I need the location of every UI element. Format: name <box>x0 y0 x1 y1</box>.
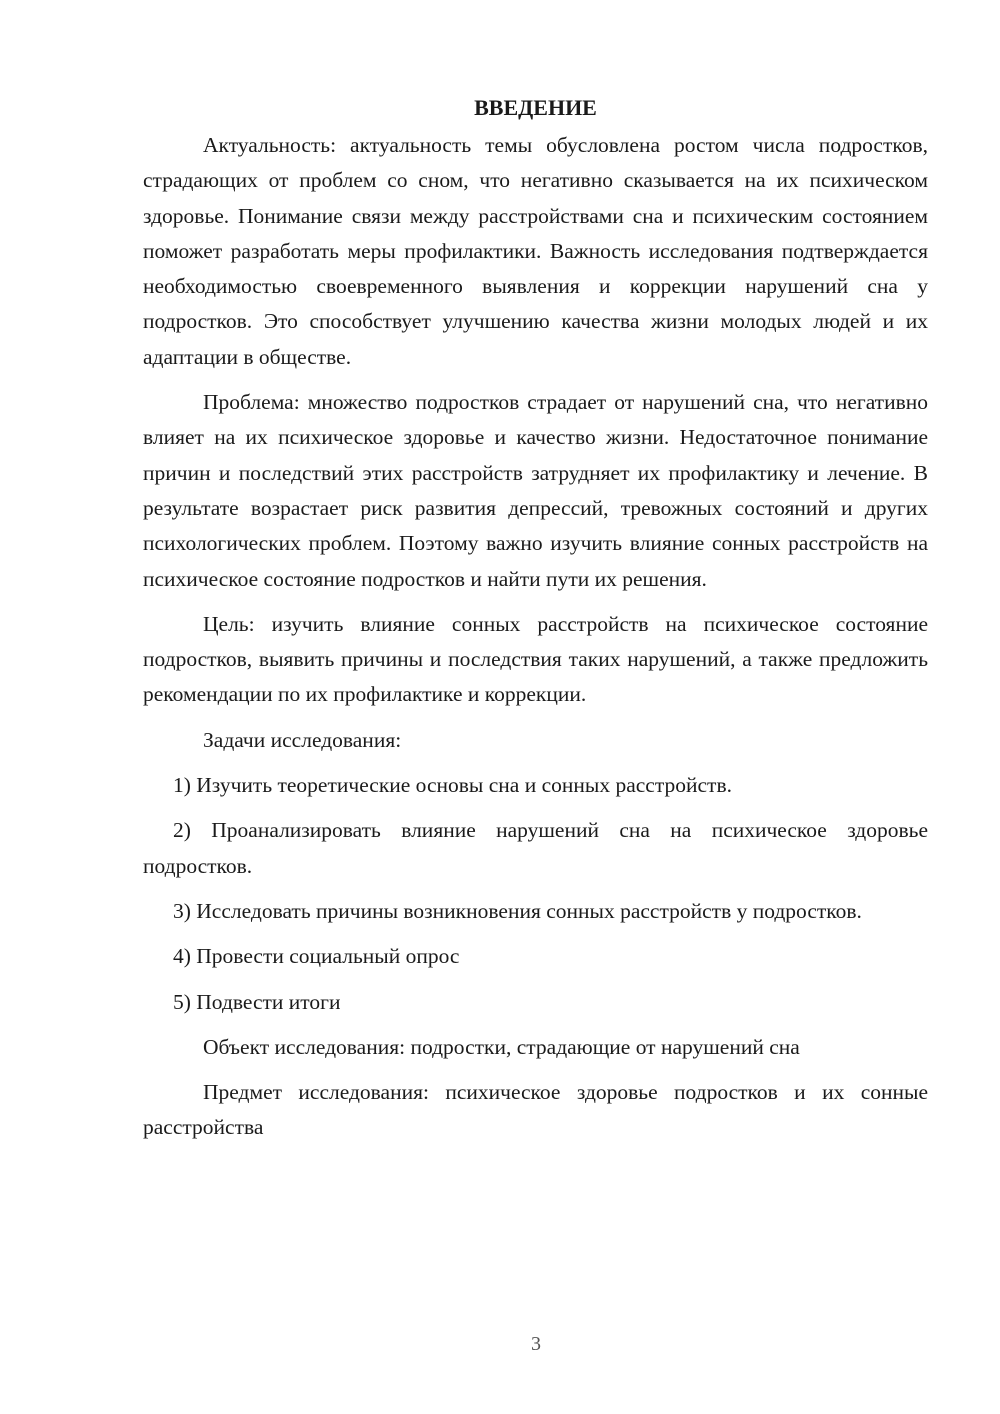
page-title: ВВЕДЕНИЕ <box>474 95 597 120</box>
paragraph-subject: Предмет исследования: психическое здоровье подростков и их сонные расстройства <box>143 1080 928 1140</box>
task-item-3: 3) Исследовать причины возникновения сонных расстройств у подростков. <box>173 898 862 923</box>
paragraph-goal: Цель: изучить влияние сонных расстройств на психическое состояние подростков, выявить причины и последствия таких нарушений, а также предложить рекомендации по их профилактике и коррекции. <box>143 611 928 707</box>
page-number: 3 <box>531 1333 541 1355</box>
paragraph-relevance: Актуальность: актуальность темы обусловлена ростом числа подростков, страдающих от проблем со сном, что негативно сказывается на их психическом здоровье. Понимание связи между расстройствами сна и психическим состоянием поможет разработать меры профилактики. Важность исследования подтверждается необходимостью своевременного выявления и коррекции нарушений сна у подростков. Это способствует улучшению качества жизни молодых людей и их адаптации в обществе. <box>143 133 928 369</box>
document-page <box>143 92 928 1156</box>
paragraph-object: Объект исследования: подростки, страдающие от нарушений сна <box>203 1034 800 1059</box>
task-item-4: 4) Провести социальный опрос <box>173 944 460 969</box>
paragraph-problem: Проблема: множество подростков страдает от нарушений сна, что негативно влияет на их психическое здоровье и качество жизни. Недостаточное понимание причин и последствий этих расстройств затрудняет их профилактику и лечение. В результате возрастает риск развития депрессий, тревожных состояний и других психологических проблем. Поэтому важно изучить влияние сонных расстройств на психическое состояние подростков и найти пути их решения. <box>143 390 928 591</box>
task-item-5: 5) Подвести итоги <box>173 989 341 1014</box>
task-item-1: 1) Изучить теоретические основы сна и сонных расстройств. <box>173 773 732 798</box>
tasks-title: Задачи исследования: <box>203 727 402 752</box>
task-item-2: 2) Проанализировать влияние нарушений сна на психическое здоровье подростков. <box>143 818 928 878</box>
